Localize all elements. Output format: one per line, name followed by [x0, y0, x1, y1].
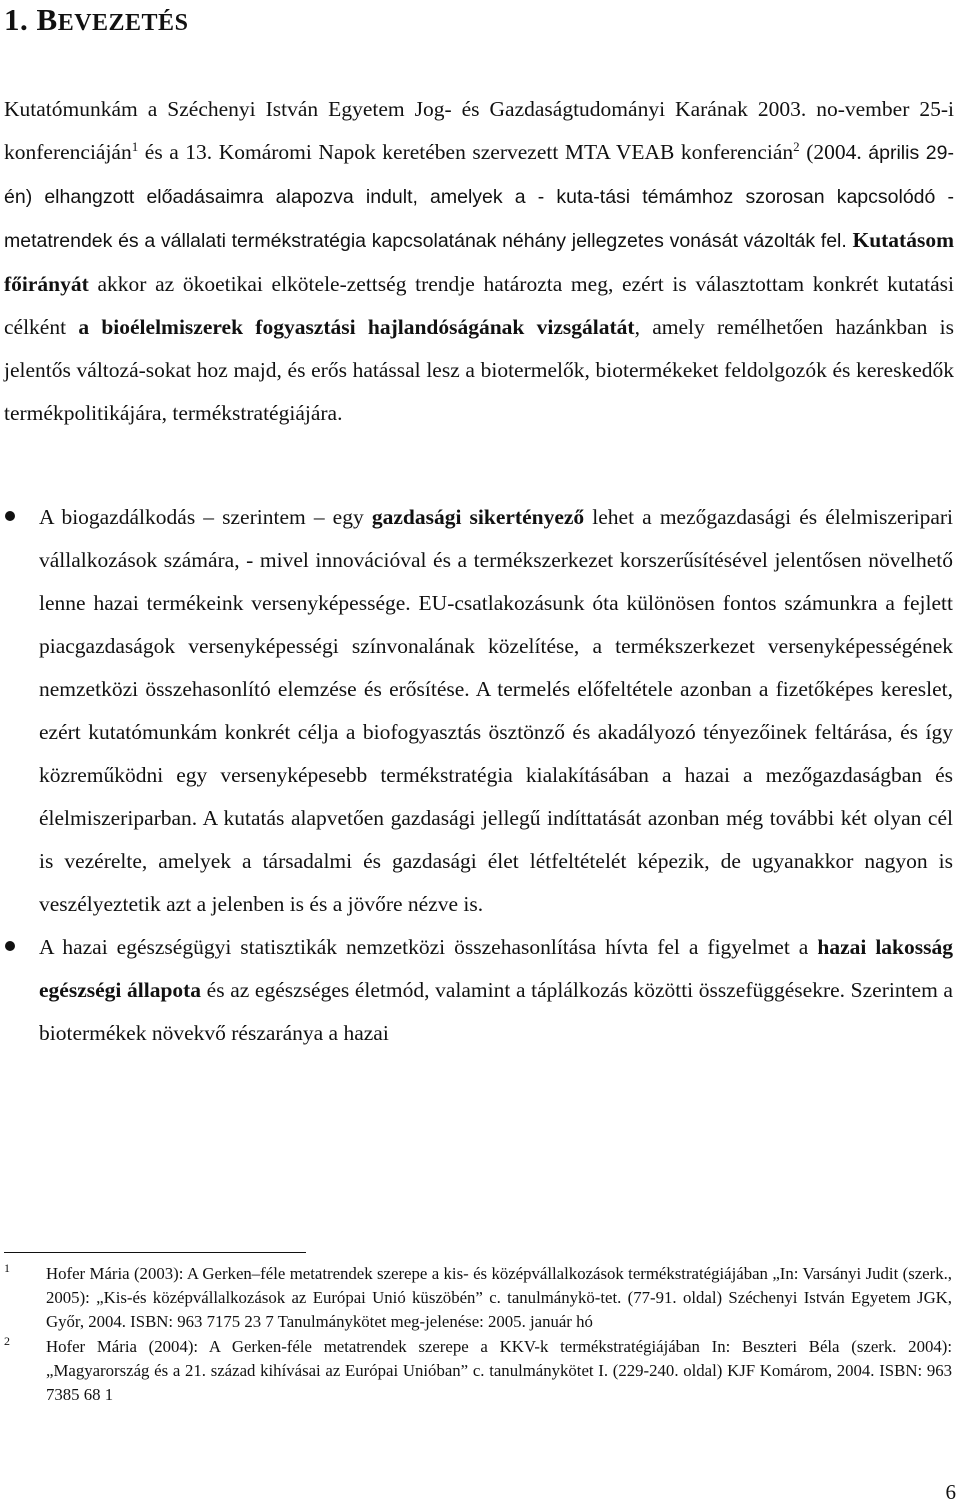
footnote-2 — [0, 1335, 952, 1408]
footnote-ref-2[interactable]: 2 — [793, 139, 800, 154]
heading-rest: EVEZETÉS — [57, 10, 189, 36]
bullet-item-egeszsegugy — [0, 926, 953, 1055]
footnote-text: Hofer Mária (2003): A Gerken–féle metatrendek szerepe a kis- és középvállalkozások termékstratégiájában „In: Varsányi Judit (szerk., 2005): „Kis-és középvállalkozások az Európai Unió küszöbén” c. tanulmánykö-tet. (77-91. oldal) Széchenyi István Egyetem JGK, Győr, 2004. ISBN: 963 7175 23 7 Tanulmánykötet meg-jelenése: 2005. január hó — [46, 1264, 952, 1332]
intro-sans-text: április 29-én) elhangzott előadásaimra alapozva indult, amelyek a - kuta-tási témámhoz szorosan kapcsolódó - metatrendek és a vállalati termékstratégia kapcsolatának néhány jellegzetes vonását vázolták fel. — [4, 142, 954, 252]
bullet-text-bold: gazdasági sikertényező — [371, 505, 585, 529]
footnote-ref-1[interactable]: 1 — [131, 139, 139, 154]
intro-text-4: akkor az ökoetikai elkötele-zettség trendje határozta meg, ezért is választottam konkrét kutatási célként — [4, 272, 954, 339]
footnotes — [0, 1262, 960, 1407]
intro-text-1: Kutatómunkám a Széchenyi István Egyetem Jog- és Gazdaságtudományi Karának 2003. no-vember 25-i konferenciáján — [4, 97, 954, 164]
intro-text-5: , amely remélhetően hazánkban is jelentős változá-sokat hoz majd, és erős hatással lesz a biotermelők, biotermékeket feldolgozók és kereskedők termékpolitikájára, termékstratégiájára. — [4, 315, 955, 425]
chapter-heading — [4, 2, 188, 38]
intro-paragraph — [4, 88, 954, 435]
bullet-icon — [5, 941, 15, 951]
bullet-text-post: lehet a mezőgazdasági és élelmiszeripari vállalkozások számára, - mivel innovációval és a termékszerkezet korszerűsítésével jelentősen növelhető lenne hazai termékeink versenyképessége. EU-csatlakozásunk óta különösen fontos számunkra a fejlett piacgazdaságok versenyképességi színvonalának közelítése, a termékszerkezet versenyképességének nemzetközi összehasonlító elemzése és erősítése. A termelés előfeltétele azonban a fizetőképes kereslet, ezért kutatómunkám konkrét célja a biofogyasztás ösztönző és akadályozó tényezőinek feltárása, és így közreműködni egy versenyképesebb termékstratégia kialakításában a hazai a mezőgazdaságban és élelmiszeriparban. A kutatás alapvetően gazdasági jellegű indíttatását azonban még további két olyan cél is vezérelte, amelyek a társadalmi és gazdasági élet létfeltételét képezik, de ugyanakkor nagyon is veszélyeztetik azt a jelenben is és a jövőre nézve is. — [39, 505, 954, 916]
footnote-1 — [0, 1262, 952, 1335]
footnote-text: Hofer Mária (2004): A Gerken-féle metatrendek szerepe a KKV-k termékstratégiájában In: Beszteri Béla (szerk. 2004): „Magyarország és a 21. század kihívásai az Európai Unióban” c. tanulmánykötet I. (229-240. oldal) KJF Komárom, 2004. ISBN: 963 7385 68 1 — [46, 1336, 952, 1405]
page-number: 6 — [945, 1480, 956, 1504]
bullet-icon — [5, 511, 15, 521]
bullet-text-pre: A hazai egészségügyi statisztikák nemzetközi összehasonlítása hívta fel a figyelmet a — [39, 935, 818, 959]
bullet-text-pre: A biogazdálkodás – szerintem – egy — [39, 505, 372, 529]
intro-bold-2: a bioélelmiszerek fogyasztási hajlandóságának vizsgálatát — [78, 315, 635, 339]
footnote-separator — [4, 1252, 306, 1253]
bullet-item-biogazdalkodas — [0, 496, 953, 926]
bullet-text-post: és az egészséges életmód, valamint a táplálkozás közötti összefüggésekre. Szerintem a biotermékek növekvő részaránya a hazai — [39, 978, 953, 1045]
chapter-number: 1. — [4, 2, 29, 37]
bullet-list — [0, 496, 960, 1055]
footnote-mark: 1 — [4, 1261, 10, 1275]
intro-text-2: és a 13. Komáromi Napok keretében szervezett MTA VEAB konferencián — [138, 140, 794, 164]
intro-bold-1: Kutatásom főirányát — [4, 228, 954, 296]
footnote-mark: 2 — [4, 1333, 10, 1348]
intro-text-3: (2004. — [799, 140, 869, 164]
bullet-text-bold: hazai lakosság egészségi állapota — [39, 935, 953, 1002]
heading-initial: B — [36, 2, 58, 37]
